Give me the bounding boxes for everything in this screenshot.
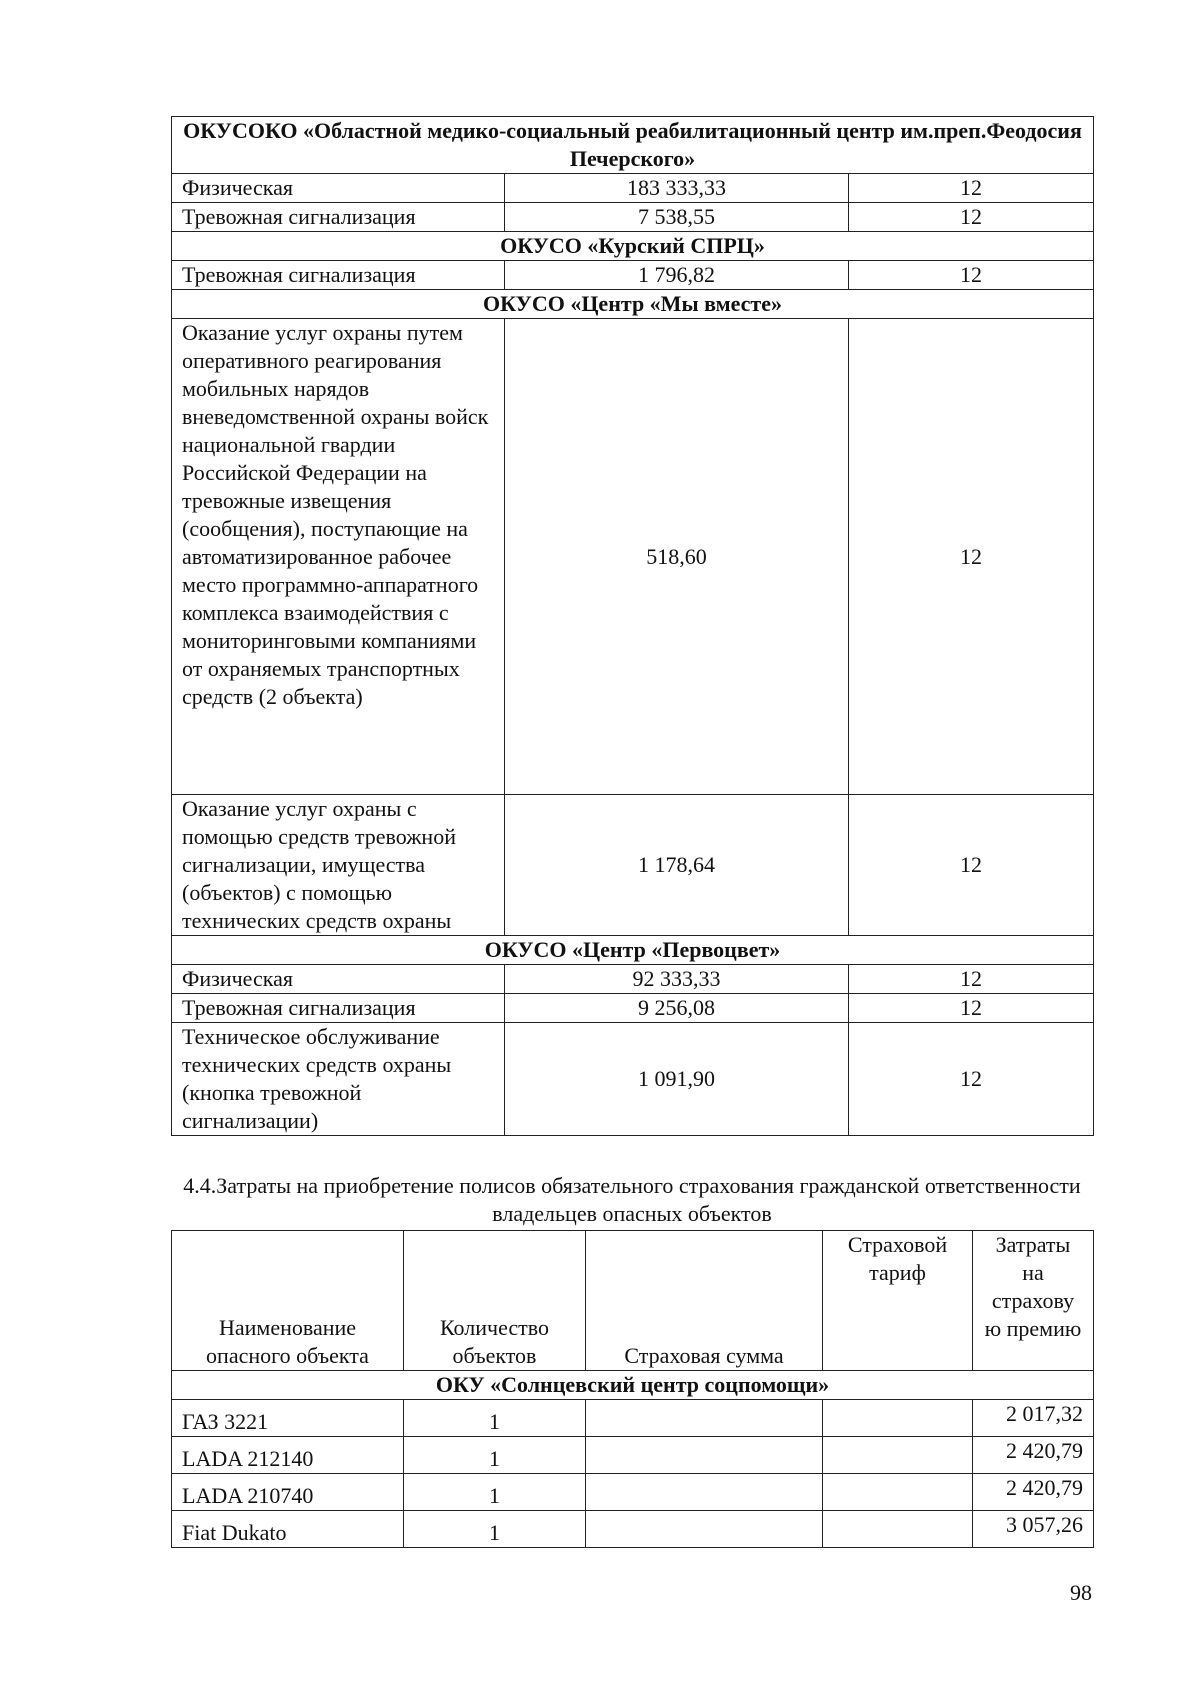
months-value: 12 [849, 1023, 1094, 1136]
premium-value: 2 017,32 [973, 1400, 1094, 1437]
cost-value: 183 333,33 [505, 174, 849, 203]
header-sum: Страховая сумма [586, 1231, 823, 1371]
service-name: Физическая [172, 965, 505, 994]
insurance-costs-table [171, 1230, 1094, 1548]
object-count: 1 [404, 1437, 586, 1474]
insured-sum [586, 1437, 823, 1474]
service-name: Физическая [172, 174, 505, 203]
service-name: Оказание услуг охраны с помощью средств тревожной сигнализации, имущества (объектов) с помощью технических средств охраны [172, 795, 505, 936]
cost-value: 1 796,82 [505, 261, 849, 290]
table-row [172, 1023, 1094, 1136]
insurance-tariff [823, 1474, 973, 1511]
header-tariff: Страховой тариф [823, 1231, 973, 1371]
premium-value: 3 057,26 [973, 1511, 1094, 1548]
months-value: 12 [849, 319, 1094, 795]
object-count: 1 [404, 1511, 586, 1548]
object-name: LADA 212140 [172, 1437, 404, 1474]
months-value: 12 [849, 174, 1094, 203]
months-value: 12 [849, 261, 1094, 290]
insured-sum [586, 1474, 823, 1511]
section-title: ОКУСО «Центр «Мы вместе» [172, 290, 1094, 319]
insured-sum [586, 1400, 823, 1437]
service-name: Тревожная сигнализация [172, 994, 505, 1023]
header-name: Наименование опасного объекта [172, 1231, 404, 1371]
service-name: Оказание услуг охраны путем оперативного реагирования мобильных нарядов вневедомственной охраны войск национальной гвардии Российской Федерации на тревожные извещения (сообщения), поступающие на автоматизированное рабочее место программно-аппаратного комплекса взаимодействия с мониторинговыми компаниями от охраняемых транспортных средств (2 объекта) [172, 319, 505, 795]
insurance-tariff [823, 1400, 973, 1437]
object-count: 1 [404, 1474, 586, 1511]
section-title: ОКУСО «Центр «Первоцвет» [172, 936, 1094, 965]
object-count: 1 [404, 1400, 586, 1437]
table-row [172, 1511, 1094, 1548]
insurance-tariff [823, 1437, 973, 1474]
table-row [172, 261, 1094, 290]
cost-value: 1 178,64 [505, 795, 849, 936]
months-value: 12 [849, 203, 1094, 232]
table-row [172, 1474, 1094, 1511]
table-row [172, 965, 1094, 994]
table-row [172, 174, 1094, 203]
header-row [172, 1231, 1094, 1371]
object-name: Fiat Dukato [172, 1511, 404, 1548]
table-row [172, 795, 1094, 936]
premium-value: 2 420,79 [973, 1474, 1094, 1511]
section-title: ОКУСО «Курский СПРЦ» [172, 232, 1094, 261]
table-row [172, 994, 1094, 1023]
section-title: ОКУ «Солнцевский центр соцпомощи» [172, 1371, 1094, 1400]
months-value: 12 [849, 994, 1094, 1023]
table-row [172, 203, 1094, 232]
table-row [172, 319, 1094, 795]
cost-value: 518,60 [505, 319, 849, 795]
table-row [172, 1400, 1094, 1437]
months-value: 12 [849, 795, 1094, 936]
months-value: 12 [849, 965, 1094, 994]
service-name: Техническое обслуживание технических средств охраны (кнопка тревожной сигнализации) [172, 1023, 505, 1136]
cost-value: 92 333,33 [505, 965, 849, 994]
cost-value: 1 091,90 [505, 1023, 849, 1136]
insurance-tariff [823, 1511, 973, 1548]
header-premium: Затраты на страхову ю премию [973, 1231, 1094, 1371]
object-name: ГАЗ 3221 [172, 1400, 404, 1437]
object-name: LADA 210740 [172, 1474, 404, 1511]
section-caption: 4.4.Затраты на приобретение полисов обязательного страхования гражданской ответственности владельцев опасных объектов [183, 1173, 1081, 1226]
cost-value: 9 256,08 [505, 994, 849, 1023]
insured-sum [586, 1511, 823, 1548]
service-name: Тревожная сигнализация [172, 203, 505, 232]
service-name: Тревожная сигнализация [172, 261, 505, 290]
page-number: 98 [1070, 1580, 1092, 1605]
cost-value: 7 538,55 [505, 203, 849, 232]
security-costs-table [171, 116, 1094, 1136]
table-row [172, 1437, 1094, 1474]
premium-value: 2 420,79 [973, 1437, 1094, 1474]
section-title: ОКУСОКО «Областной медико-социальный реабилитационный центр им.преп.Феодосия Печерского» [172, 117, 1094, 174]
header-count: Количество объектов [404, 1231, 586, 1371]
